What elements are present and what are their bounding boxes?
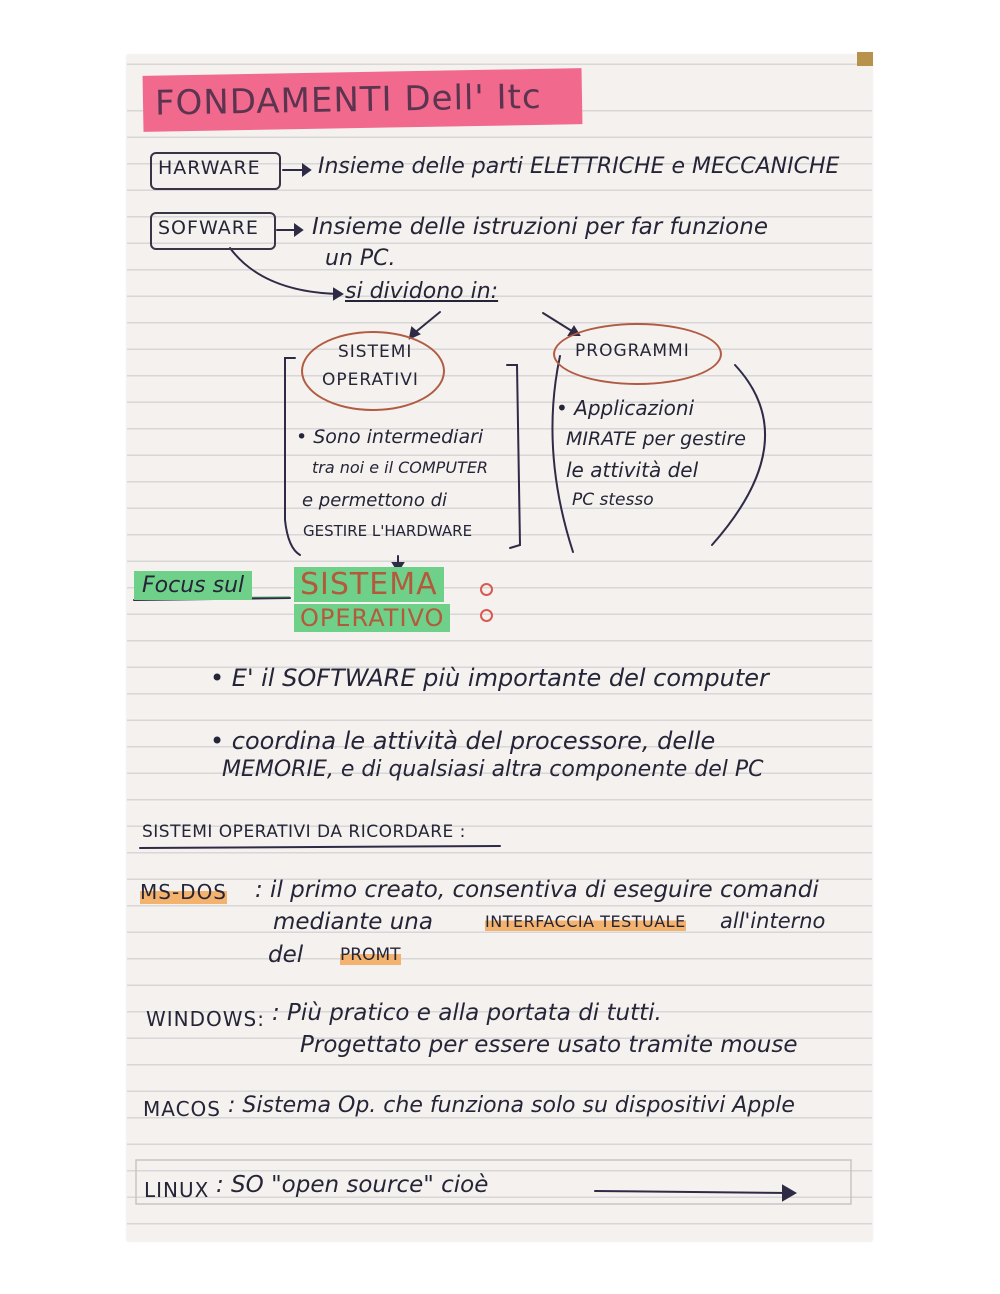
bullet-2-cont: MEMORIE, e di qualsiasi altra componente del PC [222,757,764,782]
hardware-definition: Insieme delle parti ELETTRICHE e MECCANICHE [318,154,840,179]
programmi-line-2: MIRATE per gestire [566,428,746,450]
msdos-interfaccia: INTERFACCIA TESTUALE [485,912,686,931]
software-split: si dividono in: [345,279,499,304]
focus-word-sistema: SISTEMA [294,567,444,602]
linux-label: LINUX [144,1178,210,1202]
msdos-line-2a: mediante una [273,909,433,935]
bracket-left-programmi [552,356,573,552]
programmi-heading: PROGRAMMI [575,341,690,361]
programmi-line-3: le attività del [566,458,699,482]
bracket-right-sistemi [507,365,520,548]
hardware-label: HARWARE [158,157,261,179]
focus-circle-2 [480,609,493,622]
programmi-line-4: PC stesso [572,490,654,510]
ricordare-heading: SISTEMI OPERATIVI DA RICORDARE : [142,822,466,842]
msdos-line-3a: del [268,942,304,968]
linux-text: : SO "open source" cioè [216,1172,489,1198]
macos-label: MACOS [143,1097,221,1121]
bracket-left-sistemi [285,358,300,555]
software-definition-line1: Insieme delle istruzioni per far funzione [312,214,768,240]
macos-text: : Sistema Op. che funziona solo su dispositivi Apple [228,1093,795,1118]
programmi-line-1: • Applicazioni [556,396,695,420]
bracket-right-programmi [712,365,765,545]
arrow-to-programmi [543,313,575,333]
focus-prefix: Focus sul [134,571,252,600]
linux-arrow [595,1191,790,1193]
windows-label: WINDOWS: [146,1007,265,1031]
sistemi-heading-line1: SISTEMI [338,342,413,362]
msdos-promt: PROMT [340,945,401,965]
bullet-1: • E' il SOFTWARE più importante del computer [210,664,769,692]
msdos-label: MS-DOS [140,880,228,904]
windows-line-2: Progettato per essere usato tramite mouse [300,1032,798,1058]
bullet-2: • coordina le attività del processore, delle [210,727,716,755]
sistemi-line-4: GESTIRE L'HARDWARE [303,522,473,540]
sistemi-line-2: tra noi e il COMPUTER [312,458,489,477]
focus-word-operativo: OPERATIVO [294,604,450,632]
software-definition-line2: un PC. [325,246,396,271]
sistemi-line-3: e permettono di [302,490,448,511]
sistemi-line-1: • Sono intermediari [296,426,484,448]
msdos-line-1: : il primo creato, consentiva di eseguire comandi [255,877,819,903]
windows-line-1: : Più pratico e alla portata di tutti. [272,1000,662,1026]
page-title: FONDAMENTI Dell' Itc [143,68,583,132]
sistemi-heading-line2: OPERATIVI [322,370,419,390]
msdos-line-2c: all'interno [720,909,826,933]
ricordare-underline [140,846,500,848]
software-label: SOFWARE [158,217,259,239]
focus-circle-1 [480,583,493,596]
split-arrow [230,248,340,294]
